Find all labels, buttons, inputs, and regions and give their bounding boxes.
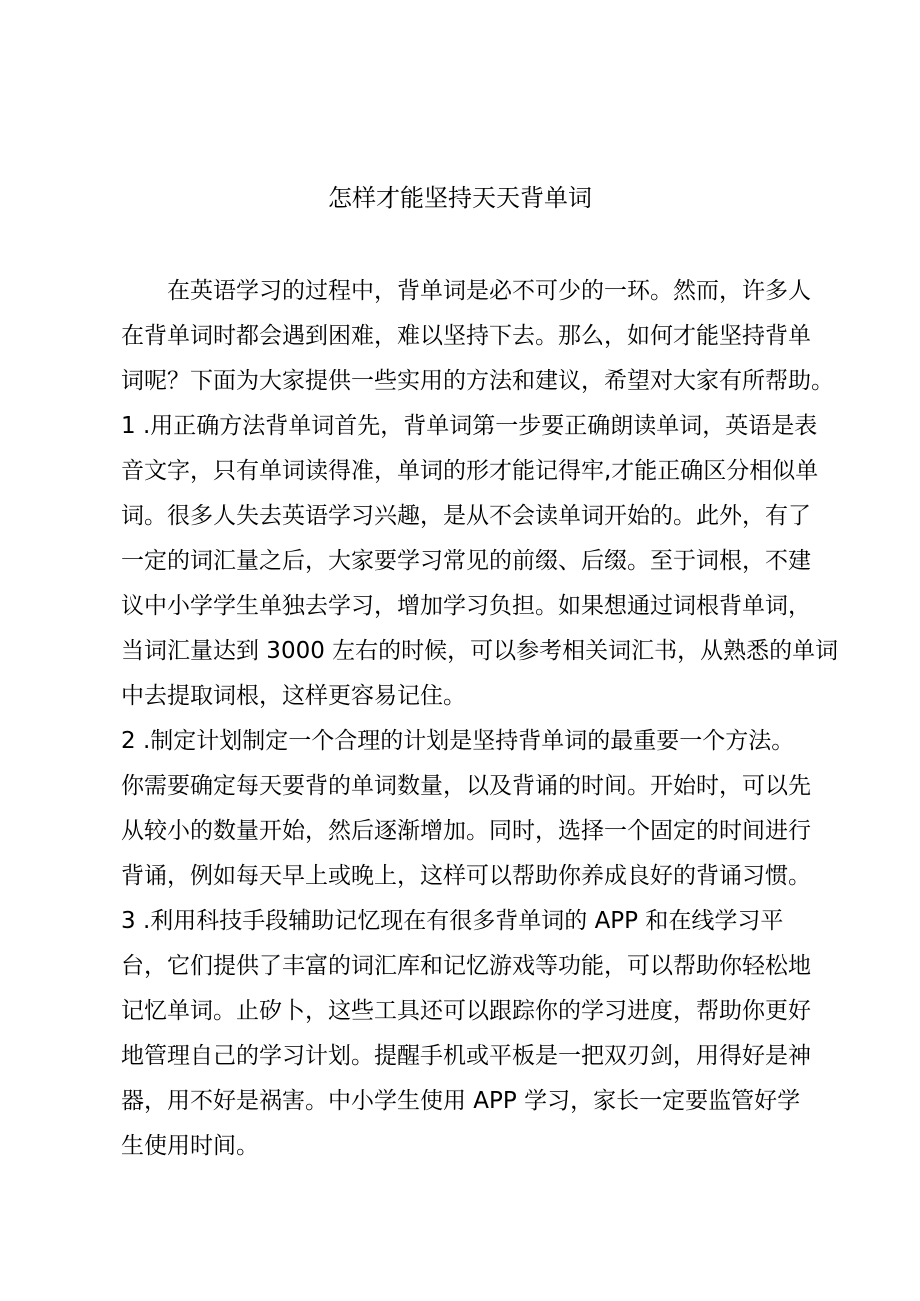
paragraph-line-20: 生使用时间。 — [121, 1133, 259, 1159]
paragraph-line-19: 器，用不好是祸害。中小学生使用 APP 学习，家长一定要监管好学 — [121, 1088, 801, 1114]
paragraph-line-16: 台，它们提供了丰富的词汇库和记忆游戏等功能，可以帮助你轻松地 — [121, 953, 811, 979]
paragraph-line-14: 背诵，例如每天早上或晚上，这样可以帮助你养成良好的背诵习惯。 — [121, 863, 811, 889]
paragraph-line-8: 议中小学学生单独去学习，增加学习负担。如果想通过词根背单词， — [121, 593, 811, 619]
paragraph-line-9: 当词汇量达到 3000 左右的时候，可以参考相关词汇书，从熟悉的单词 — [121, 638, 839, 664]
paragraph-line-10: 中去提取词根，这样更容易记住。 — [121, 683, 466, 709]
paragraph-line-7: 一定的词汇量之后，大家要学习常见的前缀、后缀。至于词根，不建 — [121, 548, 811, 574]
document-title: 怎样才能坚持天天背单词 — [328, 184, 592, 212]
paragraph-line-11: 2 .制定计划制定一个合理的计划是坚持背单词的最重要一个方法。 — [121, 728, 795, 754]
paragraph-line-3: 词呢？下面为大家提供一些实用的方法和建议，希望对大家有所帮助。 — [121, 368, 834, 394]
paragraph-line-13: 从较小的数量开始，然后逐渐增加。同时，选择一个固定的时间进行 — [121, 818, 811, 844]
paragraph-line-2: 在背单词时都会遇到困难，难以坚持下去。那么，如何才能坚持背单 — [121, 323, 811, 349]
paragraph-line-12: 你需要确定每天要背的单词数量，以及背诵的时间。开始时，可以先 — [121, 773, 811, 799]
paragraph-line-15: 3 .利用科技手段辅助记忆现在有很多背单词的 APP 和在线学习平 — [121, 908, 784, 934]
paragraph-line-4: 1 .用正确方法背单词首先，背单词第一步要正确朗读单词，英语是表 — [121, 413, 818, 439]
paragraph-line-6: 词。很多人失去英语学习兴趣，是从不会读单词开始的。此外，有了 — [121, 503, 811, 529]
paragraph-line-17: 记忆单词。止矽卜，这些工具还可以跟踪你的学习进度，帮助你更好 — [121, 998, 811, 1024]
paragraph-line-1: 在英语学习的过程中，背单词是必不可少的一环。然而，许多人 — [167, 278, 811, 304]
paragraph-line-5: 音文字，只有单词读得准，单词的形才能记得牢,才能正确区分相似单 — [121, 458, 819, 484]
paragraph-line-18: 地管理自己的学习计划。提醒手机或平板是一把双刃剑，用得好是神 — [121, 1043, 811, 1069]
